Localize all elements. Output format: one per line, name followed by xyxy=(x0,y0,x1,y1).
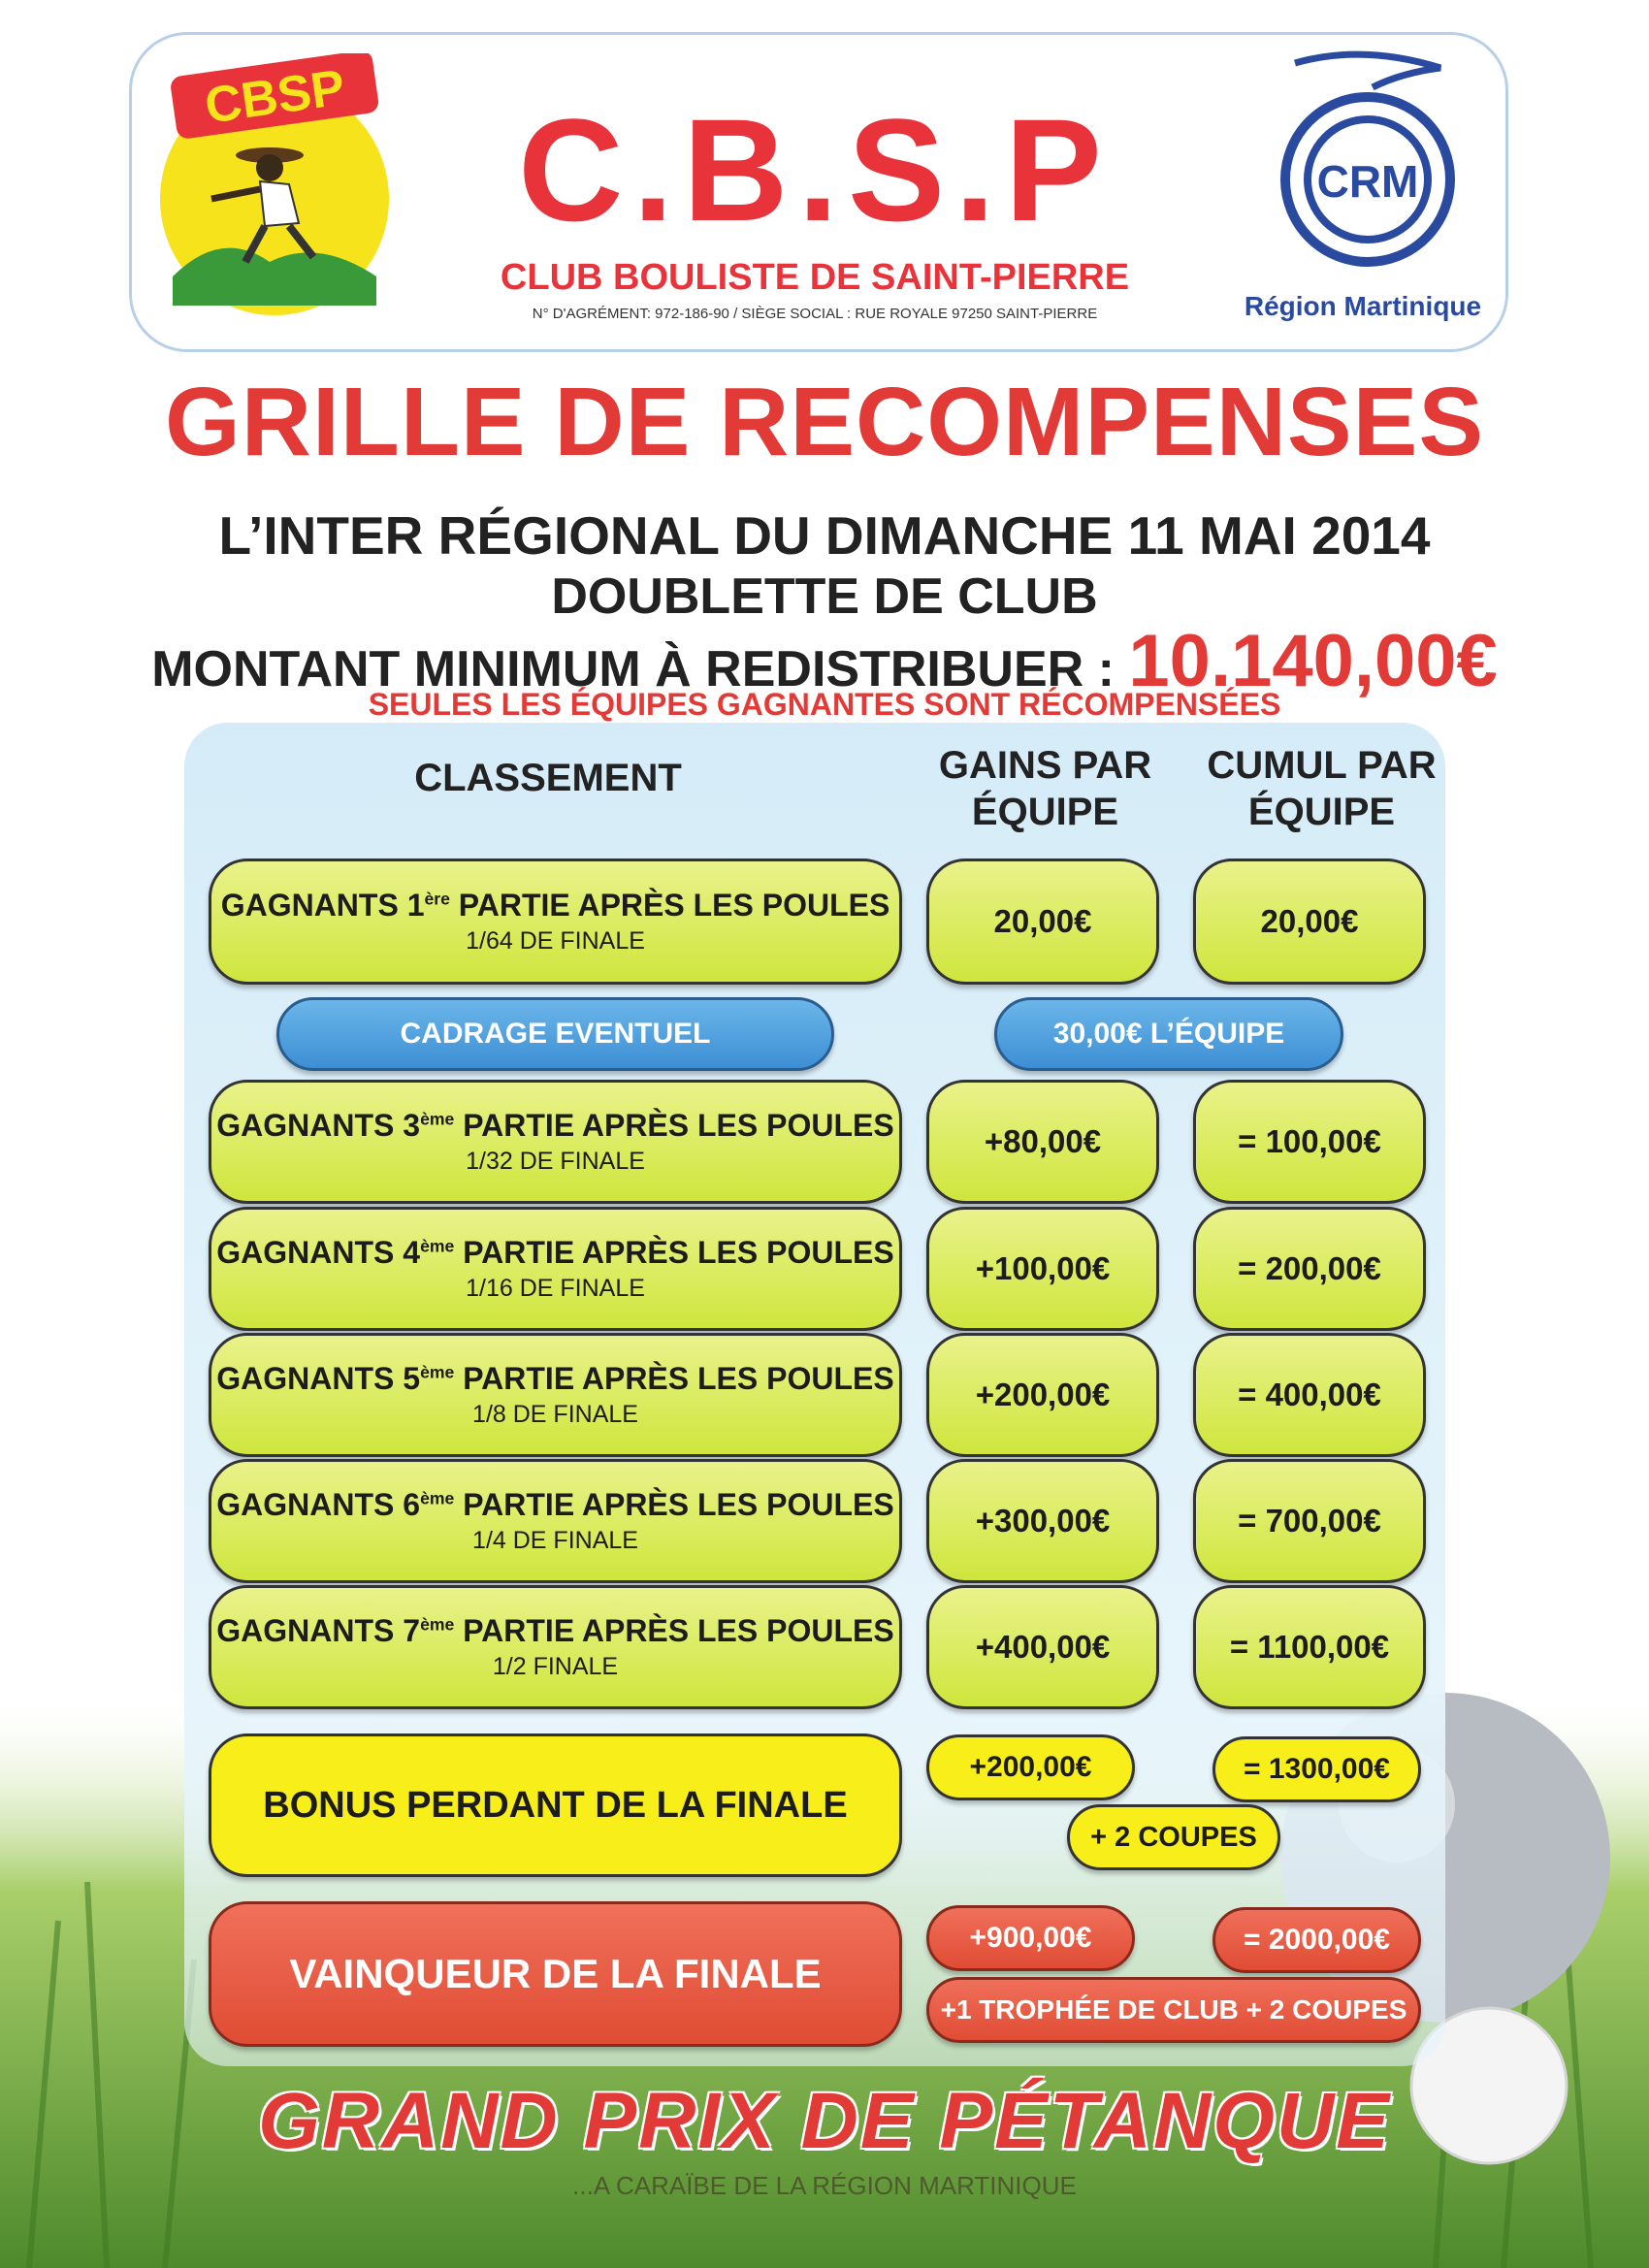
row-gain: 20,00€ xyxy=(926,859,1159,985)
row-gain: +400,00€ xyxy=(926,1585,1159,1709)
amount-value: 10.140,00€ xyxy=(1128,620,1498,702)
column-classement: CLASSEMENT xyxy=(414,757,682,799)
bonus-extra: + 2 COUPES xyxy=(1067,1804,1280,1870)
row-label: GAGNANTS 7ème PARTIE APRÈS LES POULES 1/2 FINALE xyxy=(209,1585,902,1709)
event-format: DOUBLETTE DE CLUB xyxy=(551,568,1098,625)
row-cumul: 20,00€ xyxy=(1193,859,1426,985)
row-label: GAGNANTS 4ème PARTIE APRÈS LES POULES 1/16 DE FINALE xyxy=(209,1207,902,1331)
row-cumul: = 1100,00€ xyxy=(1193,1585,1426,1709)
winner-label: VAINQUEUR DE LA FINALE xyxy=(209,1901,902,2047)
row-stage: 1/32 DE FINALE xyxy=(466,1148,645,1175)
row-cumul: = 200,00€ xyxy=(1193,1207,1426,1331)
column-gains xyxy=(926,742,1164,835)
row-label: GAGNANTS 1ère PARTIE APRÈS LES POULES 1/64 DE FINALE xyxy=(209,859,902,985)
winners-notice: SEULES LES ÉQUIPES GAGNANTES SONT RÉCOMPENSÉES xyxy=(368,687,1281,722)
row-cumul: = 400,00€ xyxy=(1193,1333,1426,1457)
row-stage: 1/2 FINALE xyxy=(492,1653,619,1680)
bonus-cumul: = 1300,00€ xyxy=(1212,1736,1421,1802)
row-gain: +80,00€ xyxy=(926,1080,1159,1204)
row-gain: +100,00€ xyxy=(926,1207,1159,1331)
row-gain: +300,00€ xyxy=(926,1459,1159,1583)
bonus-label: BONUS PERDANT DE LA FINALE xyxy=(209,1733,902,1877)
cbsp-logo xyxy=(153,53,396,320)
region-label: Région Martinique xyxy=(1244,291,1482,321)
row-label: GAGNANTS 3ème PARTIE APRÈS LES POULES 1/32 DE FINALE xyxy=(209,1080,902,1204)
region-martinique-logo xyxy=(1256,44,1479,286)
column-gains-line1: GAINS PAR xyxy=(938,744,1152,787)
row-stage: 1/8 DE FINALE xyxy=(472,1401,638,1428)
bonus-gain: +200,00€ xyxy=(926,1734,1135,1800)
row-gain: +200,00€ xyxy=(926,1333,1159,1457)
club-name: CLUB BOULISTE DE SAINT-PIERRE xyxy=(500,257,1130,298)
cadrage-value: 30,00€ L’ÉQUIPE xyxy=(994,997,1343,1071)
row-stage: 1/16 DE FINALE xyxy=(466,1275,645,1302)
row-stage: 1/4 DE FINALE xyxy=(472,1527,638,1554)
club-acronym: C.B.S.P xyxy=(518,88,1112,251)
winner-extra: +1 TROPHÉE DE CLUB + 2 COUPES xyxy=(926,1977,1421,2043)
row-cumul: = 700,00€ xyxy=(1193,1459,1426,1583)
event-title: L’INTER RÉGIONAL DU DIMANCHE 11 MAI 2014 xyxy=(218,505,1431,566)
row-stage: 1/64 DE FINALE xyxy=(466,927,645,955)
winner-gain: +900,00€ xyxy=(926,1905,1135,1971)
page-title: GRILLE DE RECOMPENSES xyxy=(164,368,1485,476)
footer-title: GRAND PRIX DE PÉTANQUE xyxy=(258,2077,1391,2165)
row-cumul: = 100,00€ xyxy=(1193,1080,1426,1204)
row-label: GAGNANTS 6ème PARTIE APRÈS LES POULES 1/4 DE FINALE xyxy=(209,1459,902,1583)
amount-label: MONTANT MINIMUM À REDISTRIBUER : xyxy=(151,641,1115,697)
club-info: N° D'AGRÉMENT: 972-186-90 / SIÈGE SOCIAL : RUE ROYALE 97250 SAINT-PIERRE xyxy=(532,306,1098,322)
column-cumul xyxy=(1193,742,1450,835)
winner-cumul: = 2000,00€ xyxy=(1212,1907,1421,1973)
svg-text:CBSP: CBSP xyxy=(201,59,348,135)
column-cumul-line1: CUMUL PAR xyxy=(1207,744,1437,787)
row-label: GAGNANTS 5ème PARTIE APRÈS LES POULES 1/8 DE FINALE xyxy=(209,1333,902,1457)
cadrage-label: CADRAGE EVENTUEL xyxy=(276,997,834,1071)
svg-text:CRM: CRM xyxy=(1316,156,1419,207)
column-gains-line2: ÉQUIPE xyxy=(971,791,1119,833)
column-cumul-line2: ÉQUIPE xyxy=(1247,791,1396,833)
footer-subtitle: ...A CARAÏBE DE LA RÉGION MARTINIQUE xyxy=(572,2171,1077,2200)
